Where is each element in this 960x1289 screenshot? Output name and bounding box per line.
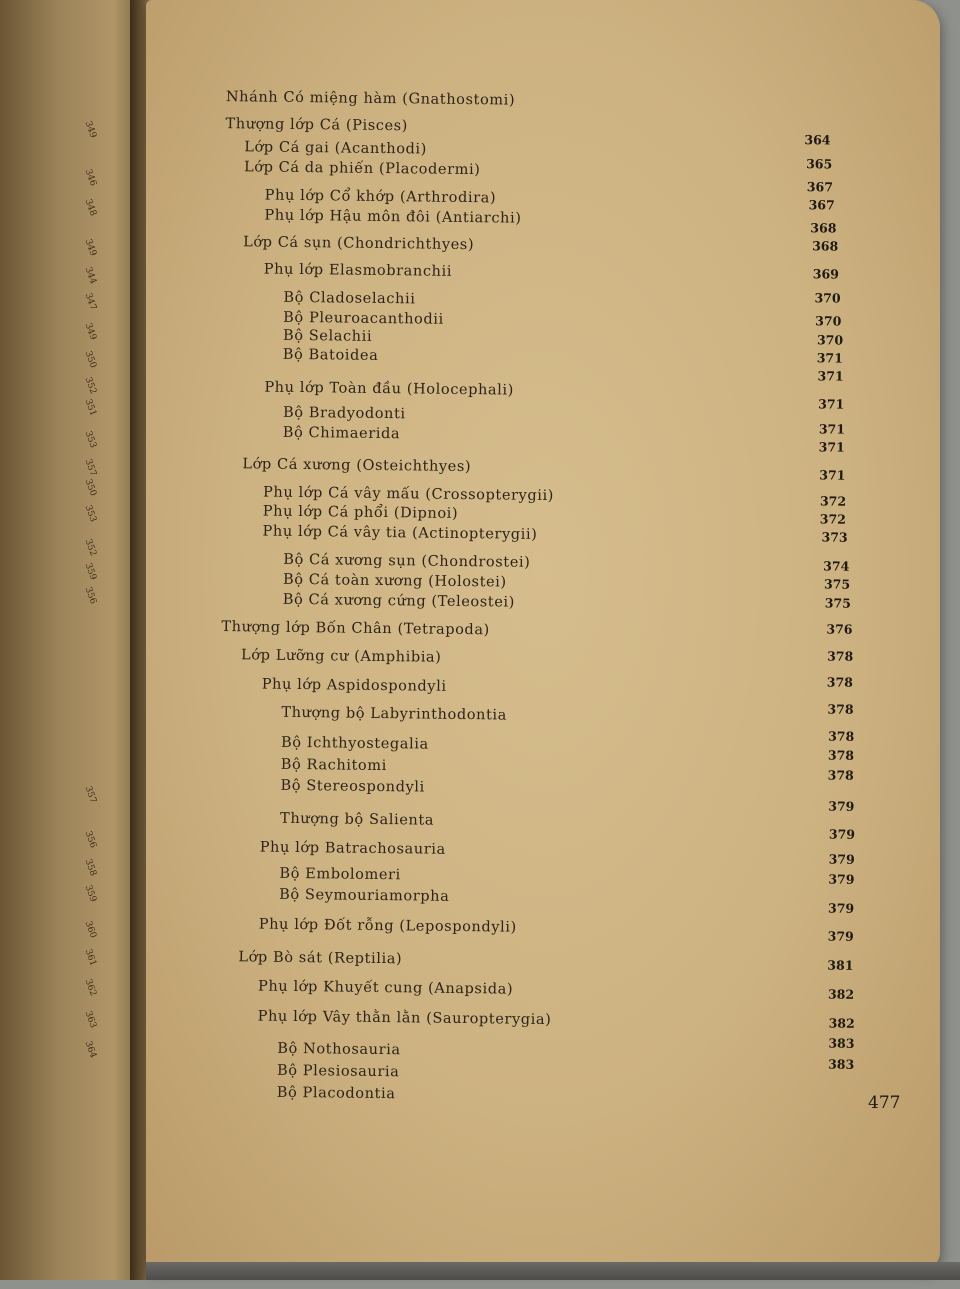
toc-entry: Bộ Stereospondyli — [280, 777, 425, 796]
toc-entry: Bộ Batoidea — [282, 346, 379, 364]
toc-page-number: 365 — [806, 156, 833, 172]
toc-entry: Bộ Embolomeri — [279, 865, 401, 884]
folio-page-number: 477 — [868, 1093, 901, 1113]
toc-entry: Bộ Nothosauria — [277, 1040, 401, 1059]
left-page-number: 349 — [82, 322, 98, 342]
toc-entry: Bộ Rachitomi — [280, 756, 387, 775]
toc-entry: Lớp Lưỡng cư (Amphibia) — [240, 647, 442, 666]
toc-page-number: 373 — [821, 529, 848, 545]
left-page-number: 363 — [82, 1010, 98, 1030]
toc-page-number: 378 — [828, 728, 855, 744]
toc-page-number: 379 — [827, 928, 854, 944]
left-page-number: 346 — [82, 168, 98, 188]
toc-page-number: 383 — [828, 1056, 855, 1072]
toc-page-number: 379 — [828, 871, 855, 887]
left-page-number: 361 — [82, 948, 98, 968]
toc-page-number: 375 — [823, 576, 851, 592]
toc-entry: Bộ Bradyodonti — [282, 404, 406, 423]
left-page-number: 351 — [82, 398, 98, 418]
toc-page-number: 368 — [810, 220, 837, 236]
toc-page-number: 375 — [824, 595, 851, 611]
left-page-number: 359 — [82, 884, 98, 904]
toc-page-number: 372 — [819, 493, 847, 509]
left-page-number: 344 — [82, 266, 98, 286]
toc-page-number: 368 — [812, 238, 839, 254]
left-page-number: 349 — [82, 120, 98, 140]
toc-page-number: 367 — [808, 197, 835, 213]
toc-entry: Thượng lớp Bốn Chân (Tetrapoda) — [221, 619, 490, 639]
toc-entry: Phụ lớp Cổ khớp (Arthrodira) — [264, 187, 497, 207]
toc-page-number: 371 — [818, 439, 845, 455]
toc-entry: Thượng lớp Cá (Pisces) — [225, 116, 409, 135]
toc-page-number: 370 — [815, 313, 842, 329]
toc-page-number: 367 — [806, 179, 834, 195]
toc-entry: Nhánh Có miệng hàm (Gnathostomi) — [225, 89, 516, 109]
toc-page-number: 371 — [816, 350, 843, 366]
left-page-number: 360 — [82, 920, 98, 940]
toc-page-number: 378 — [826, 674, 853, 690]
toc-entry: Lớp Cá sụn (Chondrichthyes) — [243, 234, 475, 254]
left-page-number: 350 — [82, 478, 98, 498]
toc-entry: Thượng bộ Salienta — [280, 810, 435, 829]
left-page-number: 357 — [82, 458, 98, 478]
toc-entry: Phụ lớp Khuyết cung (Anapsida) — [257, 978, 514, 998]
toc-page-number: 370 — [814, 290, 841, 306]
toc-entry: Phụ lớp Aspidospondyli — [261, 676, 447, 695]
toc-entry: Bộ Pleuroacanthodii — [283, 309, 444, 328]
toc-entry: Phụ lớp Batrachosauria — [259, 839, 446, 858]
toc-entry: Lớp Bò sát (Reptilia) — [238, 949, 403, 968]
left-page-number: 358 — [82, 858, 98, 878]
toc-entry: Phụ lớp Hậu môn đôi (Antiarchi) — [264, 207, 522, 227]
toc-entry: Lớp Cá da phiến (Placodermi) — [243, 159, 481, 179]
toc-page-number: 379 — [828, 826, 856, 842]
toc-entry: Bộ Chimaerida — [282, 424, 401, 443]
toc-page-number: 378 — [827, 648, 854, 664]
left-page-number: 347 — [82, 292, 98, 312]
toc-entry: Bộ Seymouriamorpha — [279, 886, 450, 905]
left-page-number: 352 — [82, 538, 98, 558]
toc-entry: Phụ lớp Cá vây tia (Actinopterygii) — [262, 523, 538, 543]
left-page-number: 359 — [82, 562, 98, 582]
left-page-number: 349 — [82, 238, 98, 258]
left-page-number: 353 — [82, 504, 98, 524]
toc-page-number: 379 — [828, 851, 855, 867]
toc-entry: Phụ lớp Toàn đầu (Holocephali) — [264, 379, 515, 399]
toc-page-number: 369 — [812, 266, 839, 282]
toc-entry: Lớp Cá xương (Osteichthyes) — [242, 456, 472, 476]
toc-entry: Phụ lớp Cá vây mấu (Crossopterygii) — [262, 484, 555, 505]
toc-page-number: 374 — [823, 558, 850, 574]
toc-entry: Bộ Placodontia — [276, 1084, 396, 1103]
toc-page-number: 378 — [827, 767, 854, 783]
toc-page-number: 378 — [827, 701, 854, 717]
toc-page-number: 379 — [827, 900, 855, 916]
toc-page-number: 370 — [816, 332, 844, 348]
toc-entry: Phụ lớp Elasmobranchii — [263, 261, 453, 280]
toc-entry: Bộ Cá xương cứng (Teleostei) — [282, 591, 516, 611]
toc-entry: Bộ Ichthyostegalia — [280, 734, 429, 753]
toc-entry: Phụ lớp Vây thằn lằn (Sauropterygia) — [257, 1008, 552, 1029]
toc-entry: Phụ lớp Cá phổi (Dipnoi) — [262, 503, 459, 522]
toc-page-number: 364 — [804, 132, 831, 148]
toc-page-number: 371 — [818, 421, 846, 437]
toc-page-number: 371 — [817, 368, 844, 384]
toc-page-number: 371 — [818, 396, 845, 412]
toc-page-number: 371 — [819, 467, 846, 483]
toc-entry: Bộ Cladoselachii — [283, 289, 416, 308]
toc-page-number: 381 — [827, 957, 854, 973]
toc-entry: Bộ Cá xương sụn (Chondrostei) — [283, 551, 531, 571]
left-page-number: 357 — [82, 785, 98, 805]
left-page-number: 362 — [82, 978, 98, 998]
toc-entry: Bộ Selachii — [282, 327, 373, 345]
left-page-number: 350 — [82, 350, 98, 370]
toc-page-number: 372 — [819, 511, 846, 527]
left-page-number: 348 — [82, 198, 98, 218]
toc-page-number: 383 — [828, 1035, 855, 1051]
left-page-number: 353 — [82, 430, 98, 450]
toc-page-number: 382 — [828, 1015, 855, 1031]
toc-entry: Phụ lớp Đốt rỗng (Lepospondyli) — [258, 916, 517, 936]
toc-entry: Lớp Cá gai (Acanthodi) — [244, 139, 428, 158]
toc-page-number: 379 — [828, 798, 855, 814]
toc-page-number: 376 — [826, 621, 853, 637]
toc-entry: Bộ Plesiosauria — [276, 1062, 400, 1081]
toc-entry: Thượng bộ Labyrinthodontia — [281, 704, 508, 724]
toc-page-number: 382 — [827, 986, 855, 1002]
toc-entry: Bộ Cá toàn xương (Holostei) — [282, 571, 507, 591]
left-page-number: 356 — [82, 830, 98, 850]
left-page-number: 364 — [82, 1040, 98, 1060]
left-page-number: 352 — [82, 376, 98, 396]
left-page-number: 356 — [82, 586, 98, 606]
toc-page-number: 378 — [827, 747, 855, 763]
